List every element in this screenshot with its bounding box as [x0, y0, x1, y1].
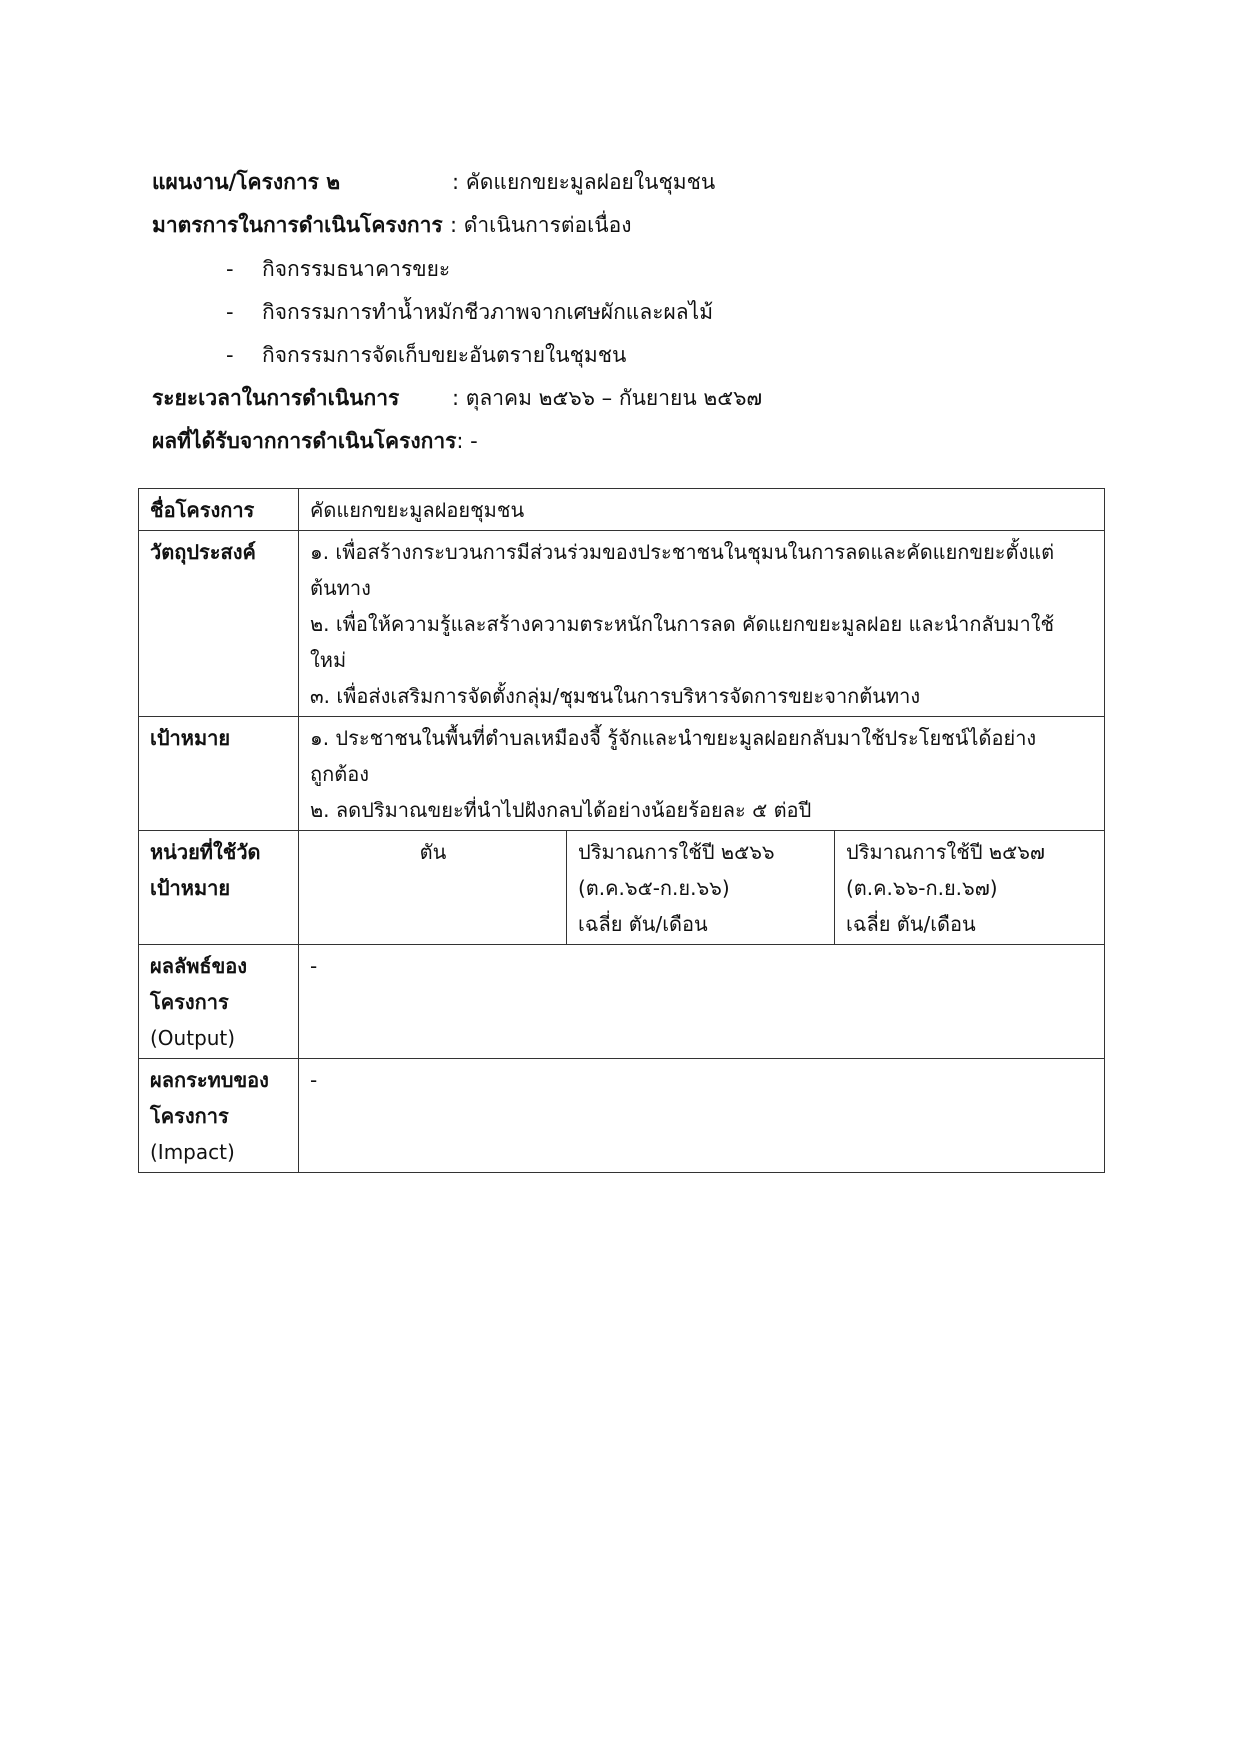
target-label: เป้าหมาย — [139, 717, 299, 831]
bullet-dash: - — [226, 257, 234, 281]
impact-label-line: ผลกระทบของ — [150, 1068, 269, 1092]
project-name-value: คัดแยกขยะมูลฝอยชุมชน — [299, 489, 1105, 531]
objective-line: ต้นทาง — [310, 576, 371, 600]
activity-text: กิจกรรมการจัดเก็บขยะอันตรายในชุมชน — [262, 343, 627, 367]
usage-2567-cell — [835, 831, 1105, 945]
impact-value: - — [299, 1059, 1105, 1173]
bullet-dash: - — [226, 343, 234, 367]
table-row — [139, 531, 1105, 717]
period-line — [152, 378, 762, 418]
measure-value: : ดำเนินการต่อเนื่อง — [450, 213, 632, 237]
impact-label — [139, 1059, 299, 1173]
activity-item — [226, 249, 450, 289]
result-value: : - — [456, 429, 478, 453]
usage-2566-line: (ต.ค.๖๕-ก.ย.๖๖) — [578, 876, 730, 900]
table-row — [139, 831, 1105, 945]
table-row — [139, 945, 1105, 1059]
usage-2566-line: ปริมาณการใช้ปี ๒๕๖๖ — [578, 840, 775, 864]
objective-cell — [299, 531, 1105, 717]
plan-value: : คัดแยกขยะมูลฝอยในชุมชน — [452, 170, 716, 194]
objective-label: วัตถุประสงค์ — [139, 531, 299, 717]
usage-2566-cell — [567, 831, 835, 945]
bullet-dash: - — [226, 300, 234, 324]
activity-item — [226, 335, 626, 375]
output-label-line: โครงการ — [150, 990, 229, 1014]
plan-line — [152, 162, 715, 202]
unit-label-line: หน่วยที่ใช้วัด — [150, 840, 261, 864]
objective-line: ๓. เพื่อส่งเสริมการจัดตั้งกลุ่ม/ชุมชนในการบริหารจัดการขยะจากต้นทาง — [310, 684, 921, 708]
output-label — [139, 945, 299, 1059]
plan-label: แผนงาน/โครงการ ๒ — [152, 170, 341, 194]
impact-label-line: (Impact) — [150, 1140, 235, 1164]
table-row — [139, 489, 1105, 531]
measure-line — [152, 205, 632, 245]
objective-line: ใหม่ — [310, 648, 347, 672]
target-cell — [299, 717, 1105, 831]
objective-line: ๑. เพื่อสร้างกระบวนการมีส่วนร่วมของประชาชนในชุมนในการลดและคัดแยกขยะตั้งแต่ — [310, 540, 1055, 564]
project-table — [138, 488, 1105, 1173]
target-line: ๒. ลดปริมาณขยะที่นำไปฝังกลบได้อย่างน้อยร้อยละ ๕ ต่อปี — [310, 798, 812, 822]
target-line: ๑. ประชาชนในพื้นที่ตำบลเหมืองจี้ รู้จักและนำขยะมูลฝอยกลับมาใช้ประโยชน์ได้อย่าง — [310, 726, 1037, 750]
activity-text: กิจกรรมการทำน้ำหมักชีวภาพจากเศษผักและผลไม้ — [262, 300, 714, 324]
activity-item — [226, 292, 713, 332]
target-line: ถูกต้อง — [310, 762, 369, 786]
period-value: : ตุลาคม ๒๕๖๖ – กันยายน ๒๕๖๗ — [452, 386, 763, 410]
unit-value: ตัน — [299, 831, 567, 945]
objective-line: ๒. เพื่อให้ความรู้และสร้างความตระหนักในการลด คัดแยกขยะมูลฝอย และนำกลับมาใช้ — [310, 612, 1055, 636]
result-line — [152, 421, 478, 461]
project-name-label: ชื่อโครงการ — [139, 489, 299, 531]
activity-text: กิจกรรมธนาคารขยะ — [262, 257, 451, 281]
output-label-line: (Output) — [150, 1026, 236, 1050]
unit-label — [139, 831, 299, 945]
period-label: ระยะเวลาในการดำเนินการ — [152, 386, 400, 410]
table-row — [139, 1059, 1105, 1173]
usage-2567-line: เฉลี่ย ตัน/เดือน — [846, 912, 976, 936]
usage-2567-line: ปริมาณการใช้ปี ๒๕๖๗ — [846, 840, 1045, 864]
output-value: - — [299, 945, 1105, 1059]
impact-label-line: โครงการ — [150, 1104, 229, 1128]
unit-label-line: เป้าหมาย — [150, 876, 231, 900]
output-label-line: ผลลัพธ์ของ — [150, 954, 248, 978]
table-row — [139, 717, 1105, 831]
usage-2566-line: เฉลี่ย ตัน/เดือน — [578, 912, 708, 936]
measure-label: มาตรการในการดำเนินโครงการ — [152, 213, 443, 237]
usage-2567-line: (ต.ค.๖๖-ก.ย.๖๗) — [846, 876, 998, 900]
result-label: ผลที่ได้รับจากการดำเนินโครงการ — [152, 429, 457, 453]
